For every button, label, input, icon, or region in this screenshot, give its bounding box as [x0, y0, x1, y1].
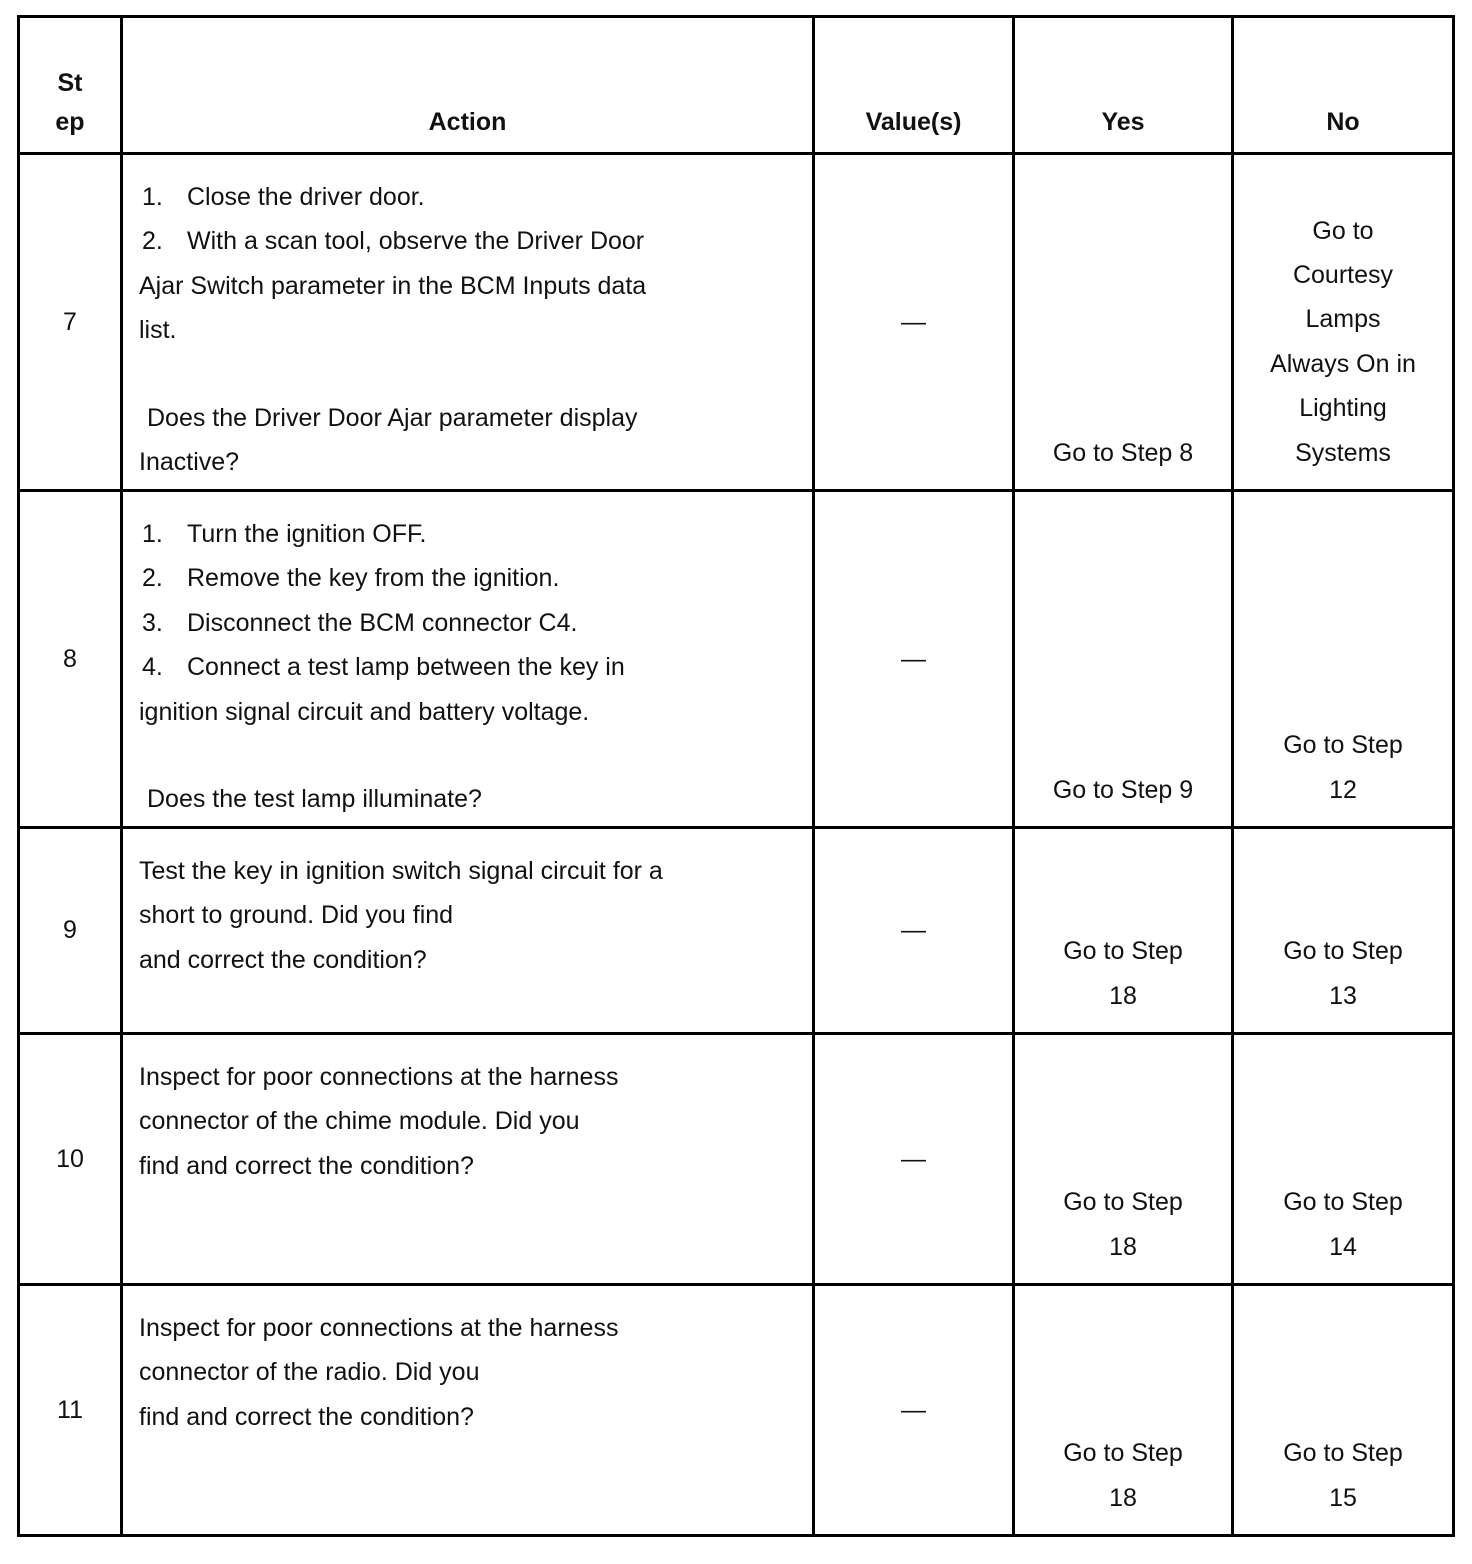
- action-item: 1. Close the driver door.: [142, 183, 425, 211]
- value-cell: —: [814, 1285, 1014, 1536]
- table-row-step-7: [19, 154, 1454, 491]
- no-cell: Go to Courtesy Lamps Always On in Lighting Systems: [1233, 154, 1454, 491]
- yes-cell: Go to Step 18: [1014, 1285, 1233, 1536]
- table-row-step-11: [19, 1285, 1454, 1536]
- action-item: 3. Disconnect the BCM connector C4.: [142, 608, 578, 637]
- header-action: Action: [122, 17, 814, 154]
- action-item: 4. Connect a test lamp between the key in: [142, 653, 625, 682]
- action-continuation: Ajar Switch parameter in the BCM Inputs data: [139, 271, 647, 300]
- table-row-step-10: [19, 1034, 1454, 1285]
- action-continuation: list.: [139, 316, 177, 345]
- step-number: 8: [19, 491, 122, 828]
- step-number: 9: [19, 828, 122, 1034]
- action-cell: Inspect for poor connections at the harness connector of the chime module. Did you find and correct the condition?: [122, 1034, 814, 1285]
- action-question: Does the Driver Door Ajar parameter display: [147, 403, 638, 432]
- header-row: [19, 17, 1454, 154]
- action-continuation: ignition signal circuit and battery voltage.: [139, 697, 590, 726]
- yes-cell: Go to Step 18: [1014, 828, 1233, 1034]
- yes-cell: Go to Step 9: [1014, 491, 1233, 828]
- action-question: Does the test lamp illuminate?: [147, 785, 482, 814]
- value-cell: —: [814, 154, 1014, 491]
- action-cell: [122, 154, 814, 491]
- action-item: 2. With a scan tool, observe the Driver Door: [142, 227, 645, 256]
- step-number: 10: [19, 1034, 122, 1285]
- action-cell: [122, 491, 814, 828]
- step-number: 7: [19, 154, 122, 491]
- header-yes: Yes: [1014, 17, 1233, 154]
- action-cell: Inspect for poor connections at the harness connector of the radio. Did you find and correct the condition?: [122, 1285, 814, 1536]
- header-no: No: [1233, 17, 1454, 154]
- action-item: 2. Remove the key from the ignition.: [142, 564, 560, 593]
- no-cell: Go to Step 12: [1233, 491, 1454, 828]
- table-row-step-8: [19, 491, 1454, 828]
- step-number: 11: [19, 1285, 122, 1536]
- no-cell: Go to Step 13: [1233, 828, 1454, 1034]
- header-step: St ep: [19, 17, 122, 154]
- table-row-step-9: [19, 828, 1454, 1034]
- value-cell: —: [814, 828, 1014, 1034]
- action-item: 1. Turn the ignition OFF.: [142, 520, 427, 548]
- header-values: Value(s): [814, 17, 1014, 154]
- value-cell: —: [814, 491, 1014, 828]
- value-cell: —: [814, 1034, 1014, 1285]
- yes-cell: Go to Step 18: [1014, 1034, 1233, 1285]
- no-cell: Go to Step 14: [1233, 1034, 1454, 1285]
- action-question: Inactive?: [139, 448, 240, 477]
- action-cell: Test the key in ignition switch signal circuit for a short to ground. Did you find and correct the condition?: [122, 828, 814, 1034]
- yes-cell: Go to Step 8: [1014, 154, 1233, 491]
- diagnostic-table: [17, 15, 1455, 1537]
- no-cell: Go to Step 15: [1233, 1285, 1454, 1536]
